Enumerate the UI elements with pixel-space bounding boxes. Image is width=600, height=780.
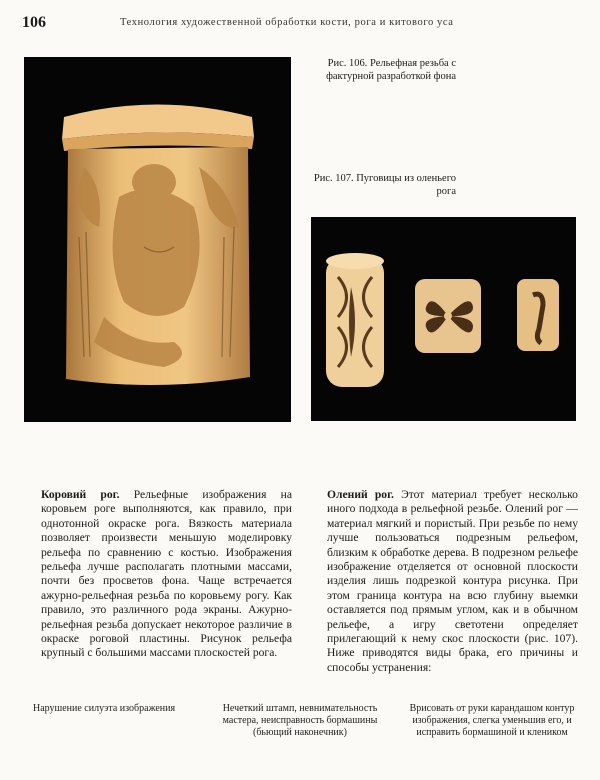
carved-horn-image — [24, 57, 291, 422]
section-deer-antler — [327, 488, 578, 675]
table-cell-defect: Нарушение силуэта изображения — [33, 703, 176, 714]
section-cow-horn — [41, 488, 292, 661]
section-body: Этот материал требует несколько иного подхода в рельефной резьбе. Олений рог — материал мягкий и пористый. При резьбе по нему лучше пользоваться подрезным рельефом, близким к обработке дерева. В подрезном рельефе изображение отделяется от основной плоскости изделия лишь подрезкой контура рисунка. При этом граница контура на всю глубину выемки оставляется под прямым углом, как и в обычном рельефе, а игру светотени определяет прилегающий к нему скос плоскости (рис. 107). Ниже приводятся виды брака, его причины и способы устранения: — [327, 488, 578, 674]
running-title: Технология художественной обработки кости, рога и китового уса — [120, 17, 454, 28]
section-heading: Коровий рог. — [41, 488, 120, 501]
antler-buttons-image — [311, 217, 576, 421]
page-number: 106 — [22, 14, 46, 31]
button-small — [517, 279, 559, 351]
button-square — [415, 279, 481, 353]
section-heading: Олений рог. — [327, 488, 394, 501]
figure-106-caption: Рис. 106. Рельефная резьба с фактурной разработкой фона — [326, 58, 456, 82]
figure-106-photo — [24, 57, 291, 422]
table-cell-cause: Нечеткий штамп, невнимательность мастера, неисправность бормашины (бьющий наконечник) — [222, 703, 378, 738]
figure-107-caption: Рис. 107. Пуговицы из оленьего рога — [313, 173, 456, 197]
table-cell-remedy: Врисовать от руки карандашом контур изображения, слегка уменьшив его, и исправить бормашиной и клеником — [409, 703, 575, 738]
button-cylinder — [326, 253, 384, 387]
section-body: Рельефные изображения на коровьем роге выполняются, как правило, при однотонной окраске рога. Вязкость материала позволяет произвести меньшую моделировку рельефа по сравнению с костью. Изображения рельефа лучше располагать плотными массами, почти без просветов фона. Чаще встречается ажурно-рельефная резьба по коровьему рогу. Как правило, это различного рода экраны. Ажурно-рельефная резьба допускает некоторое различие в окраске роговой пластины. Рисунок рельефа крупный с большими массами плоскостей рога. — [41, 488, 292, 660]
figure-107-photo — [311, 217, 576, 421]
